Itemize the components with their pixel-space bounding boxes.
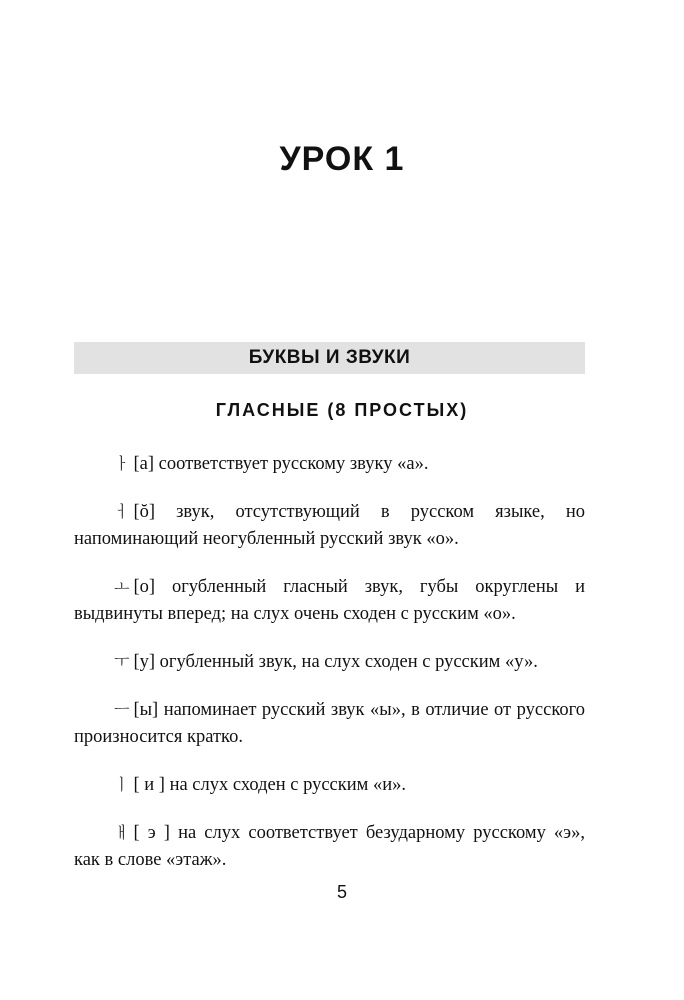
vowel-description: [у] огубленный звук, на слух сходен с русским «у». [133, 652, 538, 672]
vowel-entry [74, 573, 585, 628]
hangul-vowel-glyph: ㅜ [114, 652, 130, 671]
hangul-vowel-glyph: ㅏ [114, 454, 130, 473]
subsection-title: ГЛАСНЫЕ (8 ПРОСТЫХ) [215, 400, 469, 420]
vowel-description: [о] огубленный гласный звук, губы округлены и выдвинуты вперед; на слух очень сходен с русским «о». [74, 577, 585, 624]
hangul-vowel-glyph: ㅓ [114, 502, 130, 521]
hangul-vowel-glyph: ㅗ [114, 577, 130, 596]
vowel-entry [74, 771, 585, 799]
vowel-entry [74, 648, 585, 676]
vowel-entry [74, 819, 585, 874]
page-number: 5 [336, 882, 347, 902]
hangul-vowel-glyph: ㅣ [114, 775, 130, 794]
lesson-title: УРОК 1 [279, 140, 405, 178]
vowel-list [74, 450, 585, 894]
vowel-entry [74, 498, 585, 553]
hangul-vowel-glyph: ㅐ [114, 823, 130, 842]
vowel-description: [ы] напоминает русский звук «ы», в отличие от русского произносится кратко. [74, 700, 585, 747]
section-title: БУКВЫ И ЗВУКИ [74, 342, 585, 374]
vowel-entry [74, 696, 585, 751]
vowel-entry [74, 450, 585, 478]
vowel-description: [ э ] на слух соответствует безударному русскому «э», как в слове «этаж». [74, 823, 585, 870]
vowel-description: [а] соответствует русскому звуку «а». [133, 454, 429, 474]
vowel-description: [ŏ] звук, отсутствующий в русском языке, но напоминающий неогубленный русский звук «о». [74, 502, 585, 549]
vowel-description: [ и ] на слух сходен с русским «и». [133, 775, 407, 795]
hangul-vowel-glyph: ㅡ [114, 700, 130, 719]
